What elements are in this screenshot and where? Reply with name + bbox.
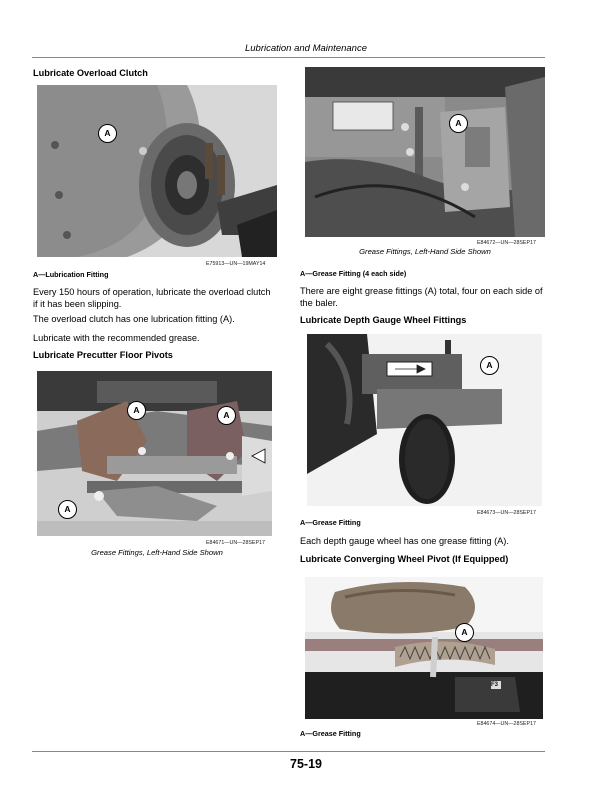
photo-grease-fittings-lh (305, 67, 545, 237)
section-heading-precutter: Lubricate Precutter Floor Pivots (33, 350, 173, 360)
callout-a-fig2-bottom: A (58, 500, 77, 519)
paragraph-eight-fittings: There are eight grease fittings (A) total, four on each side of the baler. (300, 286, 543, 308)
callout-a-fig5: A (455, 623, 474, 642)
figure-code-fig3: E84672—UN—28SEP17 (477, 240, 536, 246)
callout-a-fig3: A (449, 114, 468, 133)
section-heading-overload-clutch: Lubricate Overload Clutch (33, 68, 148, 78)
figure-legend-fig1: A—Lubrication Fitting (33, 270, 109, 279)
paragraph-recommended-grease: Lubricate with the recommended grease. (33, 333, 200, 343)
figure-caption-fig3: Grease Fittings, Left-Hand Side Shown (359, 247, 491, 256)
footer-rule (32, 751, 545, 752)
section-heading-depth-gauge: Lubricate Depth Gauge Wheel Fittings (300, 315, 467, 325)
paragraph-150-hours: Every 150 hours of operation, lubricate the overload clutch if it has been slipping. (33, 287, 271, 309)
section-heading-converging-wheel: Lubricate Converging Wheel Pivot (If Equipped) (300, 554, 509, 564)
callout-a-fig4: A (480, 356, 499, 375)
running-header: Lubrication and Maintenance (244, 43, 367, 54)
callout-a-fig2-top-left: A (127, 401, 146, 420)
photo-converging-wheel-pivot (305, 577, 543, 719)
figure-code-fig4: E84673—UN—28SEP17 (477, 510, 536, 516)
paragraph-one-fitting: The overload clutch has one lubrication fitting (A). (33, 314, 235, 324)
figure-legend-fig4: A—Grease Fitting (300, 518, 361, 527)
photo-depth-gauge-wheel (307, 334, 542, 506)
figure-code-fig2: E84671—UN—28SEP17 (206, 540, 265, 546)
figure-legend-fig5: A—Grease Fitting (300, 729, 361, 738)
callout-a-fig2-top-right: A (217, 406, 236, 425)
callout-a-fig1: A (98, 124, 117, 143)
figure-legend-fig3: A—Grease Fitting (4 each side) (300, 269, 407, 278)
page-number: 75-19 (290, 757, 322, 771)
figure-code-fig5: E84674—UN—28SEP17 (477, 721, 536, 727)
paragraph-depth-gauge-fitting: Each depth gauge wheel has one grease fitting (A). (300, 536, 509, 546)
photo-overload-clutch (37, 85, 277, 257)
figure-code-fig1: E75913—UN—19MAY14 (206, 261, 266, 267)
header-rule (32, 57, 545, 58)
figure-caption-fig2: Grease Fittings, Left-Hand Side Shown (91, 548, 223, 557)
label-f3-tag: F3 (491, 682, 499, 688)
